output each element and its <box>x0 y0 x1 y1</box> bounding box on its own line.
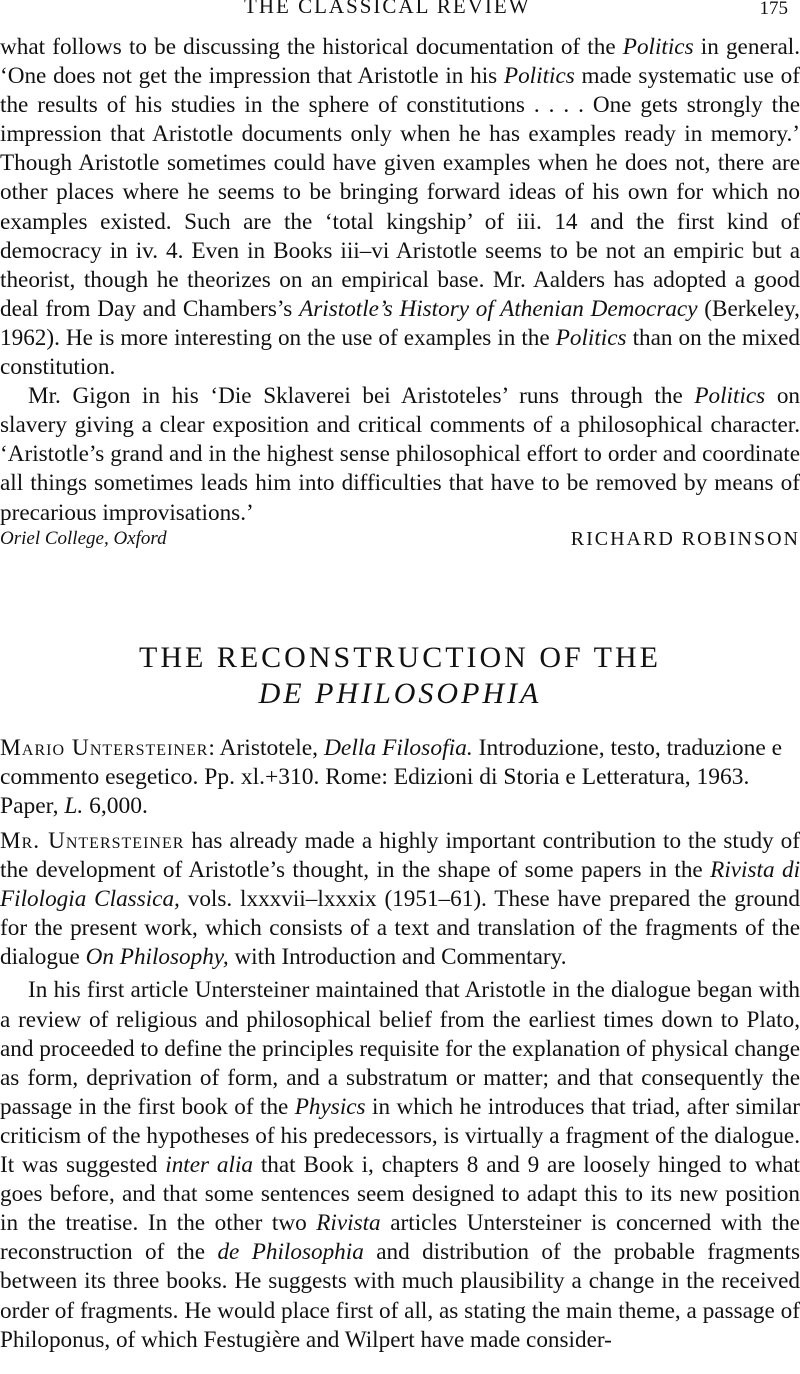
paragraph-4: In his first article Untersteiner maintained that Aristotle in the dialogue began with a review of religious and philosophical belief from the earliest times down to Plato, and proceeded to define the principles requisite for the explanation of physical change as form, deprivation of form, and a substratum or matter; and that consequently the passage in the first book of the Physics in which he introduces that triad, after similar criticism of the hypotheses of his predecessors, is virtually a fragment of the dialogue. It was suggested inter alia that Book i, chapters 8 and 9 are loosely hinged to what goes before, and that some sentences seem designed to adapt this to its new position in the treatise. In the other two Rivista articles Untersteiner is concerned with the reconstruction of the de Philosophia and distribution of the probable fragments between its three books. He suggests with much plausibility a change in the received order of fragments. He would place first of all, as stating the main theme, a passage of Philoponus, of which Festugière and Wilpert have made consider- <box>0 977 800 1353</box>
paragraph-2: Mr. Gigon in his ‘Die Sklaverei bei Aristoteles’ runs through the Politics on slavery giving a clear exposition and critical comments of a philosophical character. ‘Aristotle’s grand and in the highest sense philosophical effort to order and coordinate all things sometimes leads him into difficulties that have to be removed by means of precarious improvisations.’ <box>0 383 800 526</box>
running-title: THE CLASSICAL REVIEW <box>244 0 531 18</box>
book-citation <box>0 734 800 821</box>
paragraph-1: what follows to be discussing the historical documentation of the Politics in general. ‘One does not get the impression that Aristotle in his Politics made systematic use of the results of his studies in the sphere of constitutions . . . . One gets strongly the impression that Aristotle documents only when he has examples ready in memory.’ Though Aristotle sometimes could have given examples when he does not, there are other places where he seems to be bringing forward ideas of his own for which no examples existed. Such are the ‘total kingship’ of iii. 14 and the first kind of democracy in iv. 4. Even in Books iii–vi Aristotle seems to be not an empiric but a theorist, though he theorizes on an empirical base. Mr. Aalders has adopted a good deal from Day and Chambers’s Aristotle’s History of Athenian Democracy (Berkeley, 1962). He is more interesting on the use of examples in the Politics than on the mixed constitution. <box>0 34 800 381</box>
article-title-line-2: DE PHILOSOPHIA <box>258 677 542 710</box>
running-head <box>0 0 800 20</box>
review-signoff <box>0 528 800 558</box>
citation-text: Mario Untersteiner: Aristotele, Della Filosofia. Introduzione, testo, traduzione e commento esegetico. Pp. xl.+310. Rome: Edizioni di Storia e Letteratura, 1963. Paper, L. 6,000. <box>0 735 783 819</box>
page-number: 175 <box>759 0 788 19</box>
review-body <box>0 827 800 1355</box>
paragraph-3: Mr. Untersteiner has already made a highly important contribution to the study of the development of Aristotle’s thought, in the shape of some papers in the Rivista di Filologia Classica, vols. lxxxvii–lxxxix (1951–61). These have prepared the ground for the present work, which consists of a text and translation of the fragments of the dialogue On Philosophy, with Introduction and Commentary. <box>0 828 800 971</box>
article-title-line-1: THE RECONSTRUCTION OF THE <box>139 641 661 674</box>
author-affiliation: Oriel College, Oxford <box>0 528 167 549</box>
review-author: RICHARD ROBINSON <box>570 528 800 550</box>
review-conclusion <box>0 33 800 528</box>
article-title <box>0 640 800 712</box>
cited-author: Mario Untersteiner <box>0 735 209 761</box>
